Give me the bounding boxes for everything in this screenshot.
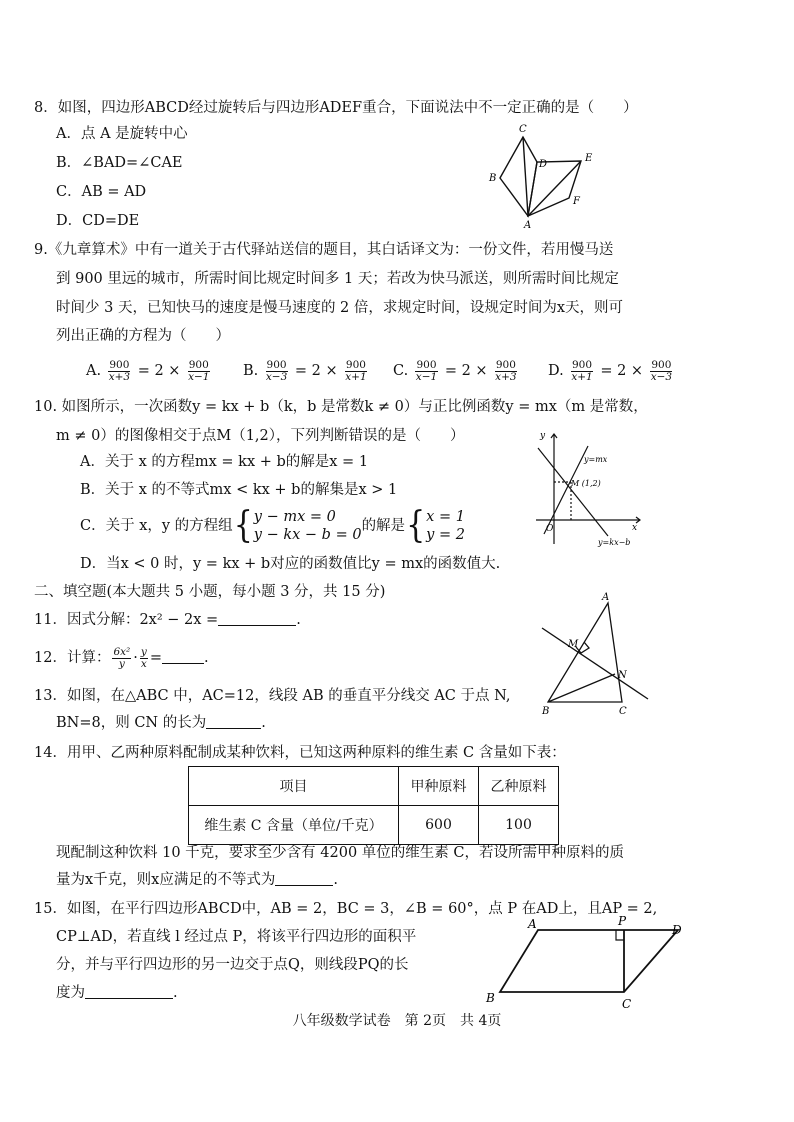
q13-line1: 13．如图，在△ABC 中，AC=12，线段 AB 的垂直平分线交 AC 于点 N, — [34, 688, 511, 704]
q10-line1: 10. 如图所示，一次函数y = kx + b（k，b 是常数k ≠ 0）与正比例函数y = mx（m 是常数， — [34, 399, 648, 415]
q8-label-a: A — [524, 220, 532, 231]
q10-label-ykx: y=kx−b — [598, 538, 631, 547]
q13-label-c: C — [619, 706, 627, 717]
q15-label-p: P — [618, 914, 627, 928]
q10-option-a: A．关于 x 的方程mx = kx + b的解是x = 1 — [80, 454, 369, 470]
q15-label-d: D — [672, 923, 682, 937]
q8-option-a: A．点 A 是旋转中心 — [56, 126, 188, 142]
q9-line2: 到 900 里远的城市，所需时间比规定时间多 1 天；若改为快马派送，则所需时间比规定 — [56, 271, 619, 287]
q9-option-b: B. $\frac{900}{x-3}$ = 2 × $\frac{900}{x+1}$ — [243, 358, 367, 383]
q15-line2: CP⊥AD，若直线 l 经过点 P，将该平行四边形的面积平 — [56, 929, 417, 945]
q10-label-ymx: y=mx — [584, 455, 608, 464]
q10-figure — [528, 426, 648, 548]
q15-answer-blank[interactable] — [85, 984, 173, 999]
q14-table-value-a: 600 — [399, 806, 479, 845]
q10-option-c: C．关于 x，y 的方程组{ y − mx = 0 y − kx − b = 0 的解是{ x = 1 y = 2 — [80, 504, 465, 547]
q8-label-d: D — [539, 159, 548, 170]
q14-answer-blank[interactable] — [275, 871, 333, 886]
page-footer: 八年级数学试卷 第 2页 共 4页 — [292, 1013, 502, 1029]
q15-figure — [482, 912, 688, 1012]
q9-line4: 列出正确的方程为（ ） — [56, 328, 230, 344]
q15-label-a: A — [528, 917, 537, 931]
q14-table-row-label: 维生素 C 含量（单位/千克） — [189, 806, 399, 845]
q8-option-d: D．CD=DE — [56, 213, 140, 229]
q13-label-b: B — [542, 706, 550, 717]
q10-label-origin: O — [546, 524, 554, 534]
q9-option-a: A. $\frac{900}{x+3}$ = 2 × $\frac{900}{x-1}$ — [86, 358, 210, 383]
q15-line3: 分，并与平行四边形的另一边交于点Q，则线段PQ的长 — [56, 957, 409, 973]
q14-table-value-b: 100 — [479, 806, 559, 845]
q10-label-m: M (1,2) — [571, 479, 601, 488]
q9-option-d: D. $\frac{900}{x+1}$ = 2 × $\frac{900}{x-3}$ — [548, 358, 673, 383]
q13-answer-blank[interactable] — [206, 714, 261, 729]
q8-label-e: E — [585, 153, 593, 164]
q11-answer-blank[interactable] — [218, 611, 296, 626]
q14-table — [188, 766, 559, 845]
q14-table-header-a: 甲种原料 — [399, 767, 479, 806]
q13-label-n: N — [618, 670, 627, 681]
q13-label-m: M — [568, 639, 579, 650]
q15-label-c: C — [622, 997, 632, 1011]
q8-label-f: F — [573, 196, 580, 207]
q8-stem: 8．如图，四边形ABCD经过旋转后与四边形ADEF重合，下面说法中不一定正确的是（ ） — [34, 100, 638, 116]
q8-label-c: C — [519, 124, 527, 135]
q15-label-b: B — [486, 991, 495, 1005]
q13-line2: BN=8，则 CN 的长为 . — [56, 715, 266, 731]
q8-option-b: B．∠BAD=∠CAE — [56, 155, 183, 171]
q15-line4: 度为 . — [56, 985, 178, 1001]
q12: 12．计算： $\frac{\text{6x²}}{y}$ · $\frac{y}{x}$ = . — [34, 645, 209, 670]
q10-line2: m ≠ 0）的图像相交于点M（1,2），下列判断错误的是（ ） — [56, 428, 465, 444]
q14-line1: 14．用甲、乙两种原料配制成某种饮料，已知这两种原料的维生素 C 含量如下表： — [34, 745, 566, 761]
q14-table-header-item: 项目 — [189, 767, 399, 806]
q8-option-c: C．AB = AD — [56, 184, 147, 200]
q9-line3: 时间少 3 天，已知快马的速度是慢马速度的 2 倍，求规定时间，设规定时间为x天，则可 — [56, 300, 624, 316]
q14-table-header-b: 乙种原料 — [479, 767, 559, 806]
q13-figure — [532, 590, 658, 720]
q10-label-x: x — [632, 523, 638, 533]
q9-line1: 9.《九章算术》中有一道关于古代驿站送信的题目，其白话译文为：一份文件，若用慢马送 — [34, 242, 614, 258]
q8-label-b: B — [489, 173, 497, 184]
q14-line2: 现配制这种饮料 10 千克，要求至少含有 4200 单位的维生素 C，若设所需甲种原料的质 — [56, 845, 624, 861]
q14-line3: 量为x千克，则x应满足的不等式为 . — [56, 872, 338, 888]
section-2-heading: 二、填空题(本大题共 5 小题，每小题 3 分，共 15 分) — [34, 584, 386, 600]
table-row — [189, 767, 559, 806]
q9-option-c: C. $\frac{900}{x-1}$ = 2 × $\frac{900}{x+3}$ — [393, 358, 517, 383]
q10-option-d: D．当x < 0 时，y = kx + b对应的函数值比y = mx的函数值大. — [80, 556, 501, 572]
table-row — [189, 806, 559, 845]
q10-option-b: B．关于 x 的不等式mx < kx + b的解集是x > 1 — [80, 482, 398, 498]
q12-answer-blank[interactable] — [162, 649, 204, 664]
q11: 11．因式分解：2x² − 2x = . — [34, 612, 301, 628]
q15-line1: 15．如图，在平行四边形ABCD中，AB = 2，BC = 3，∠B = 60°，点 P 在AD上，且AP = 2, — [34, 901, 658, 917]
q8-figure — [480, 120, 600, 232]
q13-label-a: A — [602, 592, 610, 603]
q10-label-y: y — [540, 431, 546, 441]
